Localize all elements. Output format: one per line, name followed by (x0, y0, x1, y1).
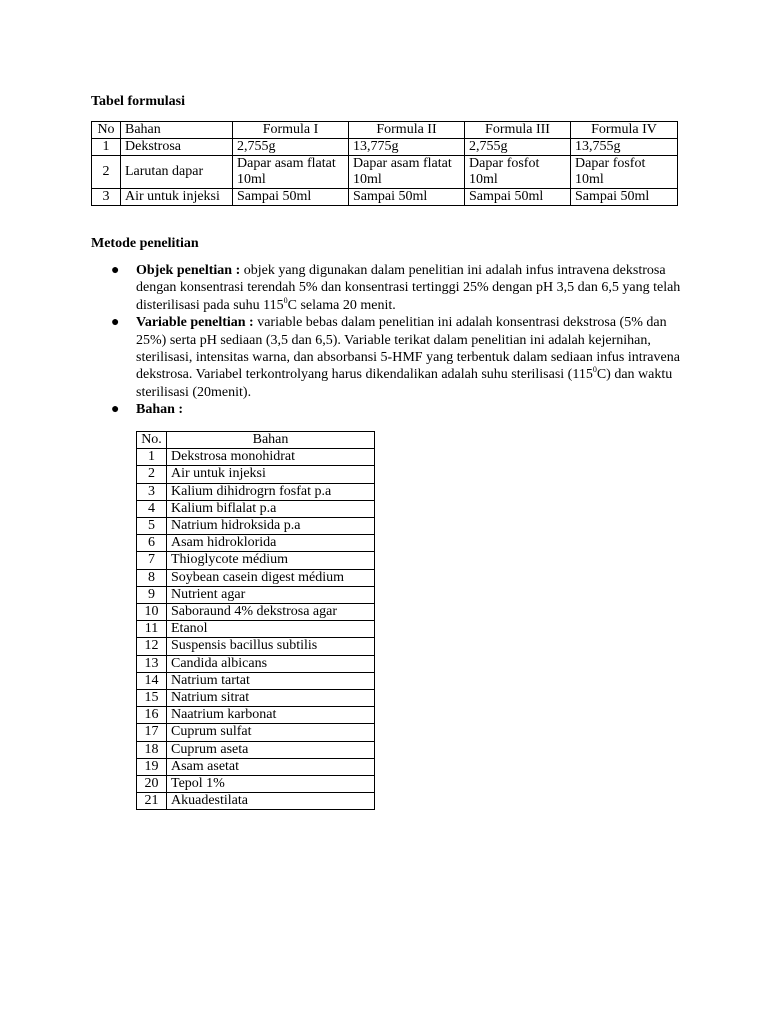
table-row (137, 466, 375, 483)
table-cell: 2,755g (465, 139, 571, 156)
material-name: Natrium tartat (167, 672, 375, 689)
list-item (104, 262, 684, 314)
table-cell: Air untuk injeksi (121, 189, 233, 206)
table-row (137, 741, 375, 758)
method-bullet-list (104, 262, 684, 419)
material-name: Kalium biflalat p.a (167, 500, 375, 517)
header-cell: No. (137, 432, 167, 449)
degree-superscript: 0 (283, 295, 288, 305)
bullet-icon: ● (111, 263, 120, 278)
row-number: 16 (137, 707, 167, 724)
bullet-text: C selama 20 menit. (287, 297, 396, 313)
row-number: 21 (137, 793, 167, 810)
list-item (104, 314, 684, 401)
table-row (92, 139, 678, 156)
header-cell: Formula II (349, 122, 465, 139)
table-row (92, 189, 678, 206)
material-name: Thioglycote médium (167, 552, 375, 569)
row-number: 20 (137, 776, 167, 793)
row-number: 17 (137, 724, 167, 741)
table-row (137, 638, 375, 655)
header-cell: Formula IV (571, 122, 678, 139)
material-name: Nutrient agar (167, 586, 375, 603)
material-name: Soybean casein digest médium (167, 569, 375, 586)
row-number: 6 (137, 535, 167, 552)
table-row (137, 776, 375, 793)
table-row (137, 604, 375, 621)
table-row (137, 552, 375, 569)
material-name: Tepol 1% (167, 776, 375, 793)
material-name: Kalium dihidrogrn fosfat p.a (167, 483, 375, 500)
material-name: Suspensis bacillus subtilis (167, 638, 375, 655)
row-number: 5 (137, 518, 167, 535)
table-row (92, 156, 678, 189)
table-cell: Sampai 50ml (571, 189, 678, 206)
bullet-icon: ● (111, 402, 120, 418)
table-row (137, 690, 375, 707)
header-cell: No (92, 122, 121, 139)
degree-superscript: 0 (592, 365, 597, 375)
table-row (137, 483, 375, 500)
bullet-label: Variable peneltian : (136, 315, 254, 331)
table-row (137, 569, 375, 586)
row-number: 12 (137, 638, 167, 655)
material-name: Candida albicans (167, 655, 375, 672)
table-cell: Sampai 50ml (465, 189, 571, 206)
table-cell: Sampai 50ml (233, 189, 349, 206)
section-title-method: Metode penelitian (91, 236, 199, 251)
table-cell: Sampai 50ml (349, 189, 465, 206)
bullet-text: C) dan waktu sterilisasi (20menit). (136, 367, 673, 400)
material-name: Akuadestilata (167, 793, 375, 810)
table-row (137, 500, 375, 517)
table-cell: 3 (92, 189, 121, 206)
material-name: Cuprum aseta (167, 741, 375, 758)
row-number: 11 (137, 621, 167, 638)
header-cell: Formula I (233, 122, 349, 139)
table-cell: 2 (92, 156, 121, 189)
row-number: 13 (137, 655, 167, 672)
material-name: Natrium sitrat (167, 690, 375, 707)
material-name: Natrium hidroksida p.a (167, 518, 375, 535)
table-row (137, 535, 375, 552)
row-number: 10 (137, 604, 167, 621)
table-row (137, 672, 375, 689)
material-name: Etanol (167, 621, 375, 638)
row-number: 3 (137, 483, 167, 500)
list-item (104, 401, 684, 418)
table-row (137, 758, 375, 775)
table-header-row (92, 122, 678, 139)
table-row (137, 621, 375, 638)
table-row (137, 793, 375, 810)
row-number: 4 (137, 500, 167, 517)
row-number: 15 (137, 690, 167, 707)
row-number: 18 (137, 741, 167, 758)
material-name: Dekstrosa monohidrat (167, 449, 375, 466)
table-cell: 13,755g (571, 139, 678, 156)
table-row (137, 724, 375, 741)
table-cell: Dapar fosfot 10ml (571, 156, 678, 189)
bullet-label: Bahan : (136, 402, 184, 418)
header-cell: Bahan (167, 432, 375, 449)
row-number: 9 (137, 586, 167, 603)
table-cell: 2,755g (233, 139, 349, 156)
formulation-table (91, 121, 678, 206)
header-cell: Formula III (465, 122, 571, 139)
row-number: 2 (137, 466, 167, 483)
table-row (137, 707, 375, 724)
section-title-formulation: Tabel formulasi (91, 94, 185, 109)
material-name: Asam asetat (167, 758, 375, 775)
table-cell: Larutan dapar (121, 156, 233, 189)
table-cell: Dapar asam flatat 10ml (349, 156, 465, 189)
material-name: Naatrium karbonat (167, 707, 375, 724)
table-row (137, 449, 375, 466)
table-cell: Dekstrosa (121, 139, 233, 156)
materials-table (136, 431, 375, 810)
table-header-row (137, 432, 375, 449)
row-number: 7 (137, 552, 167, 569)
row-number: 14 (137, 672, 167, 689)
table-row (137, 586, 375, 603)
material-name: Cuprum sulfat (167, 724, 375, 741)
material-name: Asam hidroklorida (167, 535, 375, 552)
bullet-icon: ● (111, 315, 120, 331)
table-cell: 13,775g (349, 139, 465, 156)
table-cell: Dapar asam flatat 10ml (233, 156, 349, 189)
header-cell: Bahan (121, 122, 233, 139)
row-number: 19 (137, 758, 167, 775)
row-number: 8 (137, 569, 167, 586)
table-row (137, 518, 375, 535)
material-name: Saboraund 4% dekstrosa agar (167, 604, 375, 621)
table-cell: Dapar fosfot 10ml (465, 156, 571, 189)
bullet-label: Objek peneltian : (136, 263, 241, 278)
material-name: Air untuk injeksi (167, 466, 375, 483)
bullet-text: variable bebas dalam penelitian ini adalah konsentrasi dekstrosa (5% dan 25%) serta pH sediaan (3,5 dan 6,5). Variable terikat dalam penelitian ini adalah kejernihan, sterilisasi, intensitas warna, dan absorbansi 5-HMF yang terbentuk dalam sediaan infus intravena dekstrosa. Variabel terkontrolyang harus dikendalikan adalah suhu sterilisasi (115 (136, 315, 680, 383)
table-cell: 1 (92, 139, 121, 156)
table-row (137, 655, 375, 672)
bullet-text: objek yang digunakan dalam penelitian ini adalah infus intravena dekstrosa dengan konsentrasi terendah 5% dan konsentrasi tertinggi 25% dengan pH 3,5 dan 6,5 yang telah disterilisasi pada suhu 115 (136, 263, 681, 313)
row-number: 1 (137, 449, 167, 466)
